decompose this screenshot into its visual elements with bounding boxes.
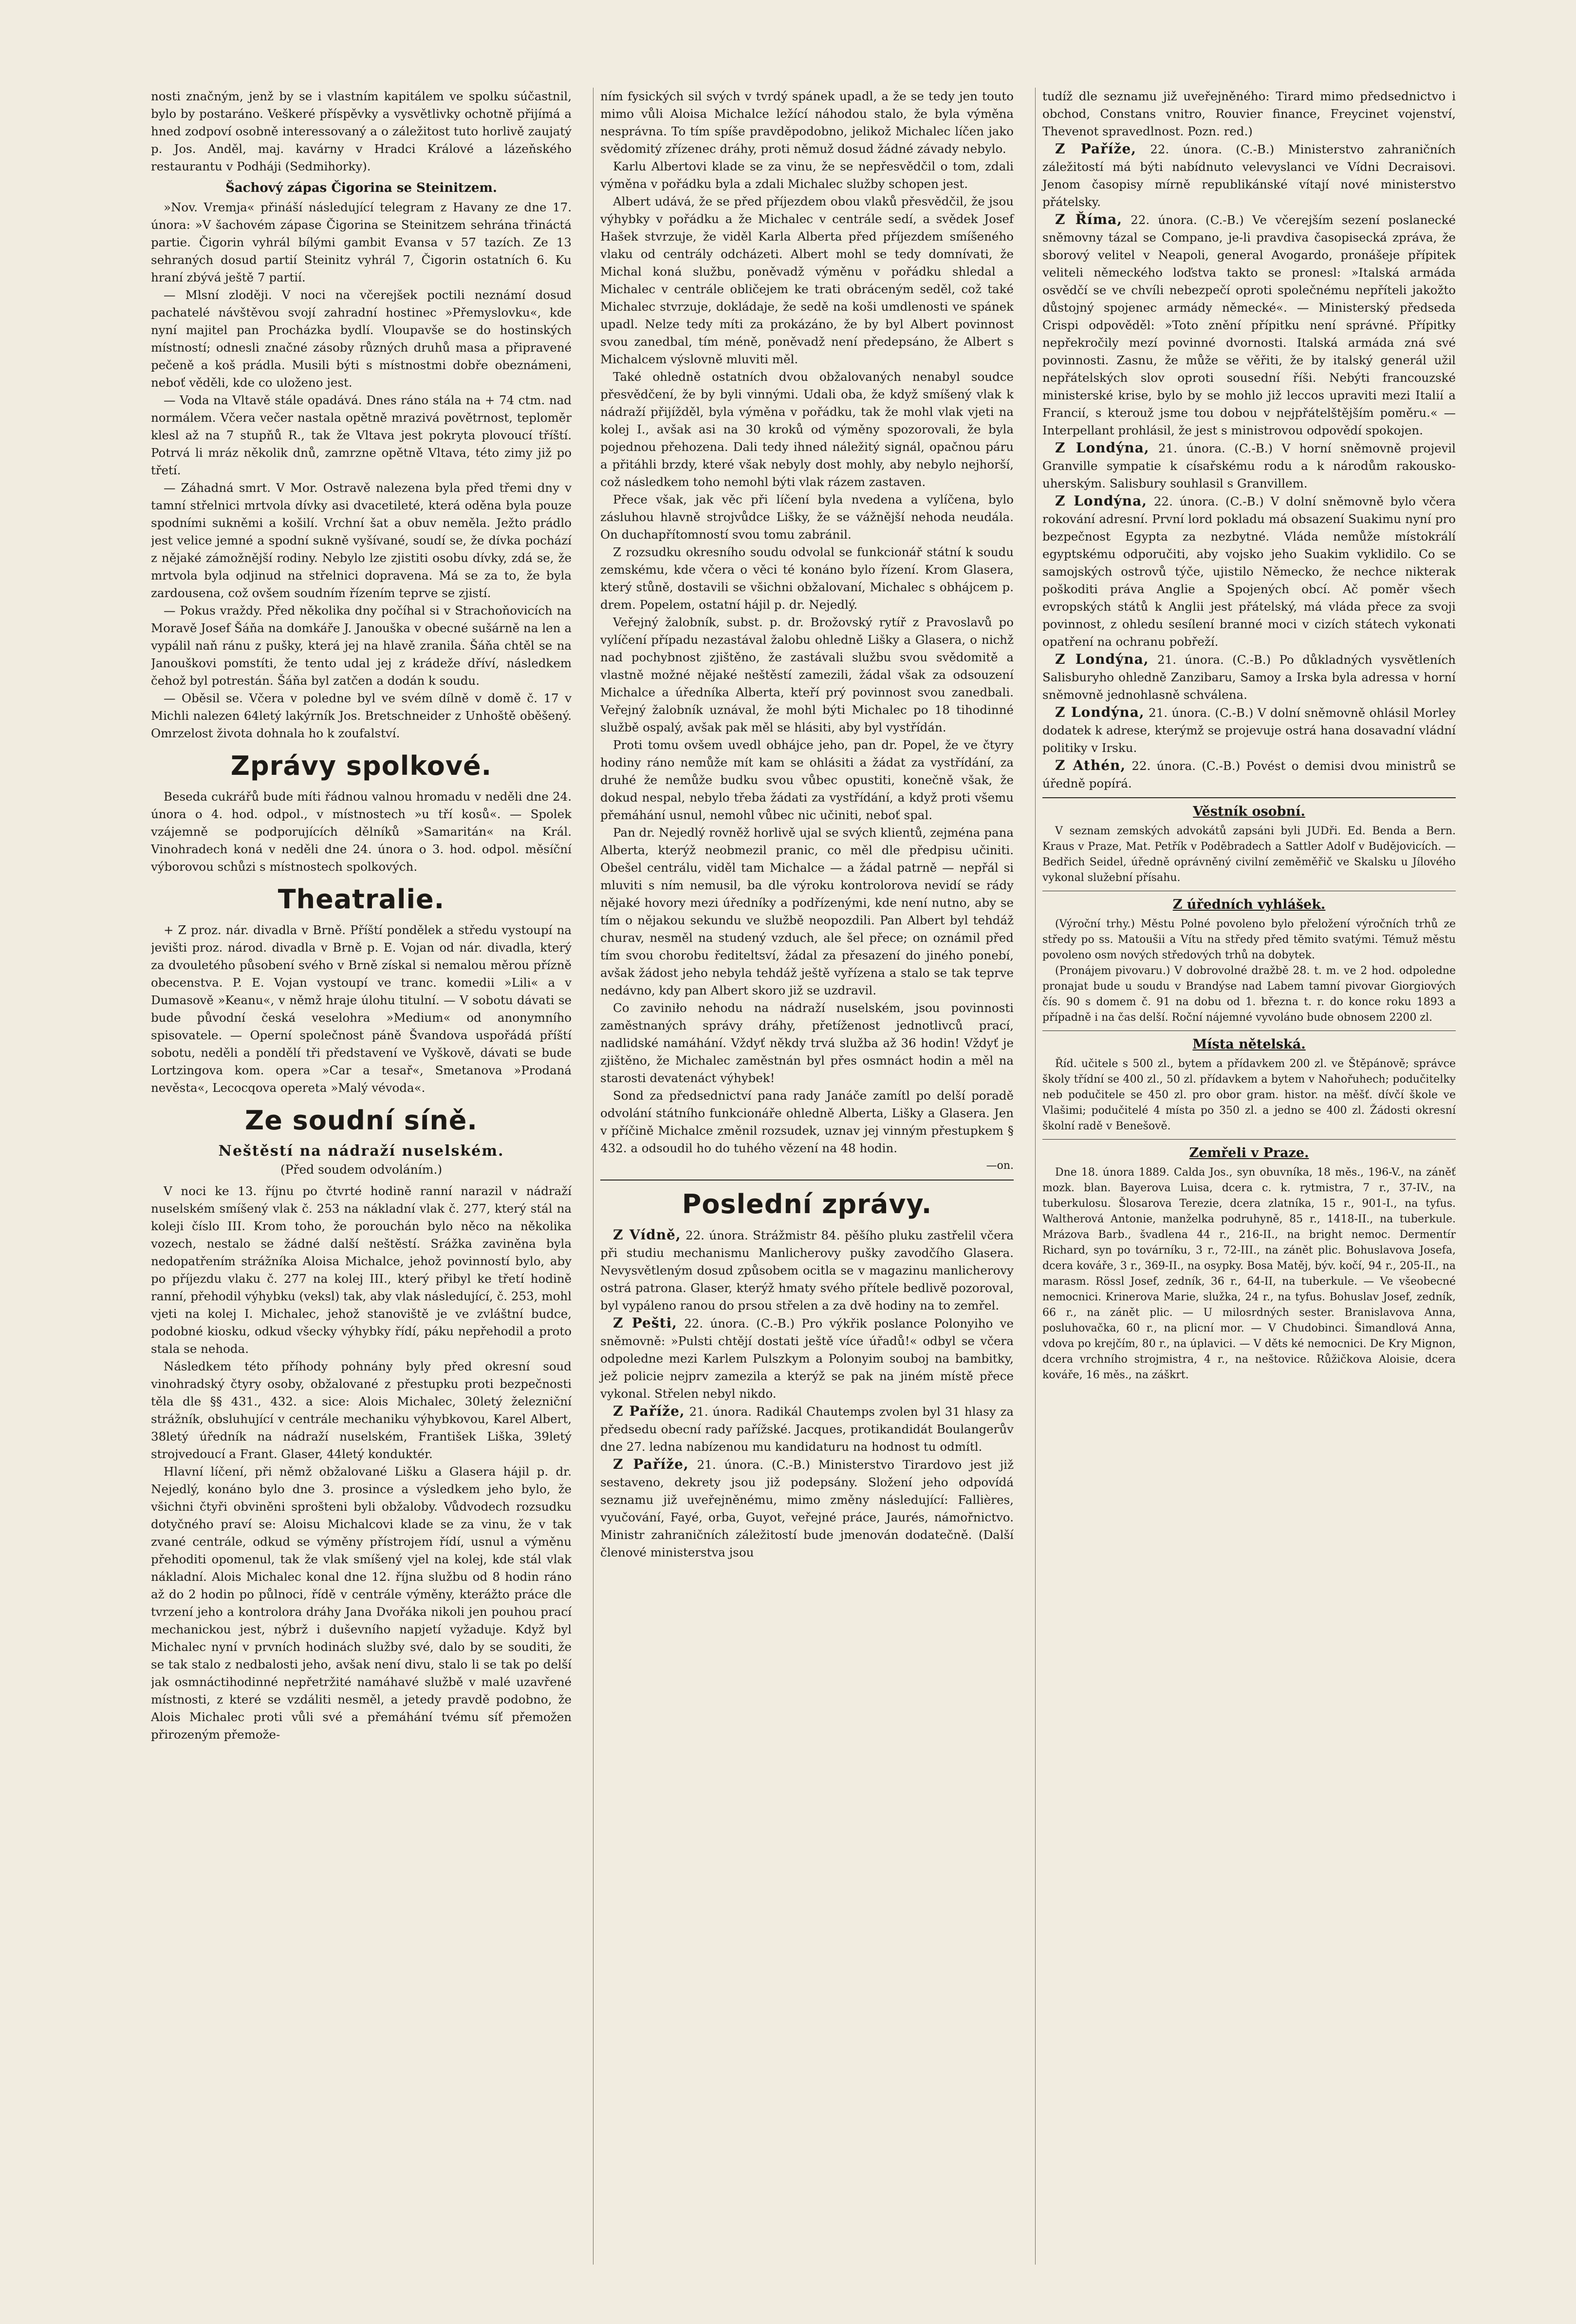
case-subtitle: (Před soudem odvoláním.) [280,1162,443,1177]
telegram-text: 22. února. (C.-B.) Pro výkřik poslance Polonyiho ve sněmovně: »Pulsti chtějí dostati ještě více úřadů!« odbyl se včera odpoledne mezi Karlem Pulszkym a Polonyim souboj na bambitky, jež policie nejprv zamezila a kterýž se pak na jiném místě přece vykonal. Střelen nebyl nikdo. [600,1316,1014,1401]
vestnik-text: V seznam zemských advokátů zapsáni byli JUDři. Ed. Benda a Bern. Kraus v Praze, Mat. Petřík v Poděbradech a Sattler Adolf v Budějovicích. — Bedřich Seidel, úředně oprávněný civilní zeměměřič ve Skalsku u Jílového vykonal služební přísahu. [1042,825,1456,884]
divider [1042,797,1456,798]
telegram-city: Z Pešti, [613,1315,677,1331]
section-title-news: Poslední zprávy. [682,1189,932,1219]
hanged-article: — Oběsil se. Včera v poledne byl ve svém dílně v domě č. 17 v Michli nalezen 64letý lakýrník Jos. Bretschneider z Unhoště oběšený. Omrzelost života dohnala ho k zoufalství. [151,691,572,740]
murder-article: — Pokus vraždy. Před několika dny počíhal si v Strachoňovicích na Moravě Josef Šáňa na domkáře J. Janouška v obecné sušárně na len a vypálil naň ránu z pušky, která jej na hlavě zranila. Šáňa chtěl se na Janouškovi pomstíti, že tento udal jej z krádeže dříví, následkem čehož byl potrestán. Šáňa byl zatčen a dodán k soudu. [151,603,572,688]
divider [600,1180,1014,1181]
telegram-text: 22. února. (C.-B.) Povést o demisi dvou ministrů se úředně popírá. [1042,759,1456,790]
zemreli-text: Dne 18. února 1889. Calda Jos., syn obuvníka, 18 měs., 196-V., na záněť mozk. blan. Bayerova Luisa, dcera c. k. rytmistra, 7 r., 37-IV., na tuberkulosu. Šlosarova Terezie, dcera zlatníka, 15 r., 901-I., na tyfus. Waltherová Antonie, manželka podruhyně, 85 r., 1418-II., na tuberkule. Mrázova Barb., švadlena 44 r., 216-II., na bright nemoc. Dermentír Richard, syn po továrníku, 3 r., 72-III., na zánět plic. Bohuslavova Josefa, dcera kováře, 3 r., 369-II., na osypky. Bosa Matěj, býv. kočí, 94 r., 205-II., na marasm. Rössl Josef, zedník, 36 r., 64-II, na tuberkule. — Ve všeobecné nemocnici. Krinerova Marie, služka, 24 r., na tyfus. Bohuslav Josef, zedník, 66 r., na zánět plic. — U milosrdných sester. Branislavova Anna, posluhovačka, 60 r., na plicní mor. — V Chudobinci. Šimandlová Anna, vdova po krejčím, 80 r., na úplavici. — V děts ké nemocnici. De Kry Mignon, dcera vrchního strojmistra, 4 r., na neštovice. Růžičkova Aloisie, dcera kováře, 16 měs., na záškrt. [1042,1166,1456,1381]
case-paragraph: Karlu Albertovi klade se za vinu, že se nepřesvědčil o tom, zdali výměna v pořádku byla a zdali Michalec služby schopen jest. [600,159,1014,191]
telegram-city: Z Paříže, [613,1456,689,1472]
telegram-city: Z Říma, [1055,211,1123,227]
telegram-text: 22. února. (C.-B.) Ve včerejším sezení poslanecké sněmovny tázal se Compano, je-li pravdiva časopisecká zpráva, že sborový velitel v Neapoli, general Avogardo, pronášeje přípitek veliteli německého loďstva takto se pronesl: »Italská armáda osvědčí se ve chvíli nebezpečí oproti společnému nepříteli jakožto důstojný spojenec armády německé«. — Ministerský předseda Crispi odpověděl: »Toto znění přípitku není správné. Přípitky nepřekročily mezí povinné dvornosti. Italská armáda zná své povinnosti. Zasnu, že může se věřiti, že by italský generál užil nepřátelských slov oproti sousední říši. Nebýti francouzské ministerské krise, bylo by se mohlo již leccos upraviti mezi Italií a Francií, s kterouž jsme tou dobou v nejpřátelštějším poměru.« — Interpellant prohlásil, že jest s ministrovou odpovědí spokojen. [1042,213,1456,437]
column-3 [1035,88,1463,2265]
telegram-text: 22. února. (C.-B.) Ministerstvo zahraničních záležitostí má býti nabídnuto velevyslanci ve Vídni Decraisovi. Jenom časopisy mírně republikánské vítají nové ministerstvo přátelsky. [1042,142,1456,209]
telegram-city: Z Vídně, [613,1227,681,1243]
case-paragraph: ním fysických sil svých v tvrdý spánek upadl, a že se tedy jen touto mimo vůli Aloisa Michalce ležící náhodou stalo, že byla výměna nesprávna. To tím spíše pravděpodobno, jelikož Michalec líčen jako svědomitý zřízenec dráhy, proti němuž dosud žádné závady nebylo. [600,89,1014,156]
section-title-court: Ze soudní síně. [245,1105,478,1136]
case-paragraph: Co zaviniło nehodu na nádraží nuselském, jsou povinnosti zaměstnaných správy dráhy, přetíženost jednotlivců prací, nadlidské namáhání. Vždyť někdy trvá služba až 36 hodin! Vždyť je zjištěno, že Michalec zaměstnán byl přes osmnáct hodin a měl na starosti devatenáct výhybek! [600,1001,1014,1085]
telegram-text: 21. února. (C.-B.) Ministerstvo Tirardovo jest již sestaveno, dekrety jsou již podepsány. Složení jeho odpovídá seznamu již uveřejněnému, mimo změny následující: Fallières, vyučování, Fayé, orba, Guyot, veřejné práce, Jaurés, námořnictvo. Ministr zahraničních záležitostí bude jmenován dodatečně. (Další členové ministerstva jsou [600,1458,1014,1559]
theatre-article: + Z proz. nár. divadla v Brně. Příští pondělek a středu vystoupí na jevišti proz. národ. divadla v Brně p. E. Vojan od nár. divadla, který za dvouletého působení svého v Brně získal si nemalou měrou přízně obecenstva. P. E. Vojan vystoupí ve tranc. komedii »Lili« a v Dumasově »Keanu«, v němž hraje úlohu titulní. — V sobotu dávati se bude původní česká veselohra »Medium« od anonymního spisovatele. — Operní společnost páně Švandova uspořádá příští sobotu, neděli a pondělí tři představení ve Vyškově, dávati se bude Lortzingova kom. opera »Car a tesař«, Smetanova »Prodaná nevěsta«, Lecocqova opereta »Malý vévoda«. [151,923,572,1095]
zemreli-heading: Zemřeli v Praze. [1189,1145,1309,1161]
case-paragraph: Následkem této příhody pohnány byly před okresní soud vinohradský čtyry osoby, obžalované z přestupku proti bezpečnosti těla dle §§ 431., 432. a sice: Alois Michalec, 30letý železniční strážník, obsluhující v centrále mechaniku výhybkovou, Karel Albert, 38letý úředník na nádraží nuselském, František Liška, 39letý strojvedoucí a Frant. Glaser, 44letý konduktér. [151,1359,572,1461]
telegram-city: Z Londýna, [1055,704,1145,720]
case-paragraph: Pan dr. Nejedlý rovněž horlivě ujal se svých klientů, zejména pana Alberta, kterýž neobmezil pranic, co měl dle předpisu učiniti. Obešel centrálu, viděl tam Michalce — a žádal patrně — nepřál si mluviti s ním nemusil, ba dle výroku kontrolorova nevidí se rády nějaké hovory mezi úředníky a podřízenými, kde není nutno, aby se tím o nějakou sekundu ve službě neopozdili. Pan Albert byl tehdáž churav, nesměl na studený vzduch, ale šel přece; on oznámil před tím svou chorobu řediteltsví, žádal za přesazení do jiného ponebí, avšak žádost jeho nebyla tehdáž ještě vyřízena a stalo se tak teprve nedávno, kdy pan Albert skoro již se uzdravil. [600,825,1014,997]
telegram-city: Z Athén, [1055,757,1126,773]
telegram-city: Z Londýna, [1055,440,1150,456]
telegram-text: 22. února. (C.-B.) V dolní sněmovně bylo včera rokování adresní. První lord pokladu má obsazení Suakimu nyní pro bezpečnost Egypta za nezbytné. Vláda nemůže místokrálí egyptskému odporučiti, aby vojsko jeho Suakim vyklidilo. Co se samojských ostrovů týče, ujistilo Německo, že nechce nikterak poškoditi práva Anglie a Spojených obcí. Ač poměr všech evropských států k Anglii jest přátelský, má vláda přece za svoji povinnost, z ohledu sesílení branné moci v cizích státech vykonati opatření na ochranu pobřeží. [1042,494,1456,649]
case-title: Neštěstí na nádraží nuselském. [218,1143,504,1160]
divider [1042,1139,1456,1140]
case-paragraph: Také ohledně ostatních dvou obžalovaných nenabyl soudce přesvědčení, že by byli vinnými. Udali oba, že když smíšený vlak k nádraží přijížděl, byla výměna v pořádku, tak že mohl vlak vjeti na kolej I., avšak asi na 30 kroků od výměny spozorovali, že byla pojednou přehozena. Dali tedy ihned náležitý signál, opačnou páru a přitáhli brzdy, které však nebyly dost mohly, aby nebylo nejhorší, což následkem toho nemohl býti vlak rázem zastaven. [600,370,1014,489]
columns [151,88,1503,2265]
thieves-article: — Mlsní zloději. V noci na včerejšek poctili neznámí dosud pachatelé návštěvou svojí zahradní hostinec »Přemyslovku«, kde nyní majitel pan Procházka bydlí. Vloupavše se do hostinských místností; odnesli značné zásoby různých druhů masa a připravené pečeně a koš prádla. Musili býti s místnostmi dobře obeznámeni, neboť věděli, kde co uloženo jest. [151,288,572,390]
spolkove-article: Beseda cukrářů bude míti řádnou valnou hromadu v neděli dne 24. února o 4. hod. odpol., v místnostech »u tří kosů«. — Spolek vzájemně se podporujících dělníků »Samaritán« na Král. Vinohradech koná v neděli dne 24. února o 3. hod. odpol. měsíční výborovou schůzi s místnostech spolkových. [151,789,572,874]
mista-heading: Místa nětelská. [1192,1037,1306,1052]
case-paragraph: Hlavní líčení, při němž obžalované Lišku a Glasera hájil p. dr. Nejedlý, konáno bylo dne 3. prosince a výsledkem jeho bylo, že všichni čtyři obviněni sprošteni byli obžaloby. Vůdvodech rozsudku dotyčného praví se: Aloisu Michalcovi klade se za vinu, že v tak zvané centrále, odkud se výměny přístrojem řídí, usnul a výměnu přehoditi opomenul, tak že vlak smíšený vjel na kolej, kde stál vlak nákladní. Alois Michalec konal dne 12. října službu od 8 hodin ráno až do 2 hodin po půlnoci, řídě v centrále výměny, kterážto práce dle tvrzení jeho a kontrolora dráhy Jana Dvořáka nikoli jen pouhou prací mechanickou jest, nýbrž i duševního napjetí vyžaduje. Když byl Michalec nyní v prvních hodinách služby své, dalo by se souditi, že se tak stalo z nedbalosti jeho, avšak není divu, stalo li se tak po delší jak osmnáctihodinné nepřetržité namáhavé službě v malé uzavřené místnosti, z které se vzdáliti nesměl, a jetedy pravdě podobno, že Alois Michalec proti vůli své a přemáhání tvému síť přemožen přirozeným přemože- [151,1464,572,1742]
case-paragraph: Proti tomu ovšem uvedl obhájce jeho, pan dr. Popel, že ve čtyry hodiny ráno nemůže mít kam se ohlásiti a žádat za vystřídání, za druhé že nemůže budku svou vůbec opustiti, konečně však, že dokud nespal, nebylo třeba žádati za vystřídání, a když proti všemu přemáhání usnul, nemohl vůbec nic učiniti, neboť spal. [600,738,1014,822]
telegram-text: 22. února. Strážmistr 84. pěšího pluku zastřelil včera při studiu mechanismu Manlicherovy pušky zavodčího Glasera. Nevysvětleným dosud způsobem ocitla se v magazinu manlicherovy ostrá patrona. Glaser, kterýž hmaty svého přítele bedlivě pozoroval, byl vypáleno ranou do prsou střelen a za dvě hodiny na to zemřel. [600,1228,1014,1312]
telegram-city: Z Paříže, [613,1403,685,1419]
telegram-city: Z Londýna, [1055,651,1149,667]
telegram-text: 21. února. Radikál Chautemps zvolen byl 31 hlasy za předsedu obecní rady pařížské. Jacques, protikandidát Boulangerův dne 27. ledna nabízenou mu kandidaturu na hodnost tu odmítl. [600,1405,1014,1454]
chess-article: »Nov. Vremja« přináší následující telegram z Havany ze dne 17. února: »V šachovém zápase Čigorina se Steinitzem sehrána třináctá partie. Čigorin vyhrál bílými gambit Evansa v 57 tazích. Ze 13 sehraných dosud partií Steinitz vyhrál 7, Čigorin ostatních 6. Ku hraní zbývá ještě 7 partií. [151,200,572,284]
telegram-text: 21. února. (C.-B.) V horní sněmovně projevil Granville sympatie k císařskému rodu a k národům rakousko-uherským. Salisbury souhlasil s Granvillem. [1042,441,1456,490]
telegram-city: Z Paříže, [1055,141,1136,157]
column-1 [151,88,578,2265]
vyhlasky-text: (Výroční trhy.) Městu Polné povoleno bylo přeložení výročních trhů ze středy po ss. Matoušii a Vítu na středy před těmito svatými. Témuž městu povoleno osm nových středových trhů na dobytek. [1042,918,1456,961]
section-title-spolkove: Zprávy spolkové. [230,750,492,781]
vltava-article: — Voda na Vltavě stále opadává. Dnes ráno stála na + 74 ctm. nad normálem. Včera večer nastala opětně mrazivá povětrnost, teploměr klesl až na 7 stupňů R., tak že Vltava jest pokryta plovoucí tříští. Potrvá li mráz několik dnů, zamrzne opětně Vltava, této zimy již po třetí. [151,393,572,477]
telegram-text: 21. února. (C.-B.) V dolní sněmovně ohlásil Morley dodatek k adrese, kterýmž se projevuje ostrá hana dosavadní vládní politiky v Irsku. [1042,706,1456,755]
case-paragraph: Albert udává, že se před příjezdem obou vlaků přesvědčil, že jsou výhybky v pořádku a že Michalec v centrále sedí, a svědek Josef Hašek stvrzuje, že viděl Karla Alberta před příjezdem smíšeného vlaku od centrály odcházeti. Albert mohl se tedy domnívati, že Michal koná službu, poněvadž výměnu v pořádku shledal a Michalec v centrále obličejem ke trati obráceným seděl, což také Michalec stvrzuje, dokládaje, že sedě na koši umdlenosti ve spánek upadl. Nelze tedy míti za prokázáno, že by byl Albert povinnost svou zanedbal, tím méně, poněvadž není předepsáno, že Albert s Michalcem výslovně mluviti měl. [600,194,1014,366]
case-paragraph: V noci ke 13. říjnu po čtvrté hodině ranní narazil v nádraží nuselském smíšený vlak č. 253 na nákladní vlak č. 277, který stál na koleji číslo III. Krom toho, že porouchán bylo něco na několika vozech, nestalo se žádné další neštěstí. Srážka zaviněna byla nedopatřením strážníka Aloisa Michalce, jehož povinností bylo, aby po příjezdu vlaku č. 277 na kolej III., který přibyl ke třetí hodině ranní, přehodil výhybku (veksl) tak, aby vlak následující, č. 253, mohl vjeti na kolej I. Michalec, jehož stanoviště je ve zvláštní budce, podobné kiosku, odkud všecky výhybky řídí, páku nepřehodil a proto stala se nehoda. [151,1184,572,1356]
death-article: — Záhadná smrt. V Mor. Ostravě nalezena byla před třemi dny v tamní střelnici mrtvola dívky asi dvacetileté, která oděna byla pouze spodními sukněmi a košilí. Vrchní šat a obuv neměla. Ježto prádlo jest velice jemné a spodní sukně vyšívané, soudí se, že dívka pochází z nějaké zámožnější rodiny. Nebylo lze zjistiti osobu dívky, zdá se, že mrtvola byla odjinud na střelnici dopravena. Má se za to, že byla zardousena, což ovšem soudním řízením teprve se zjistí. [151,481,572,600]
section-title-theatre: Theatralie. [278,884,445,915]
column-2 [593,88,1020,2265]
telegram-continuation: tudíž dle seznamu již uveřejněného: Tirard mimo předsednictvo i obchod, Constans vnitro, Rouvier finance, Freycinet vojenství, Thevenot spravedlnost. Pozn. red.) [1042,89,1456,138]
chess-heading: Šachový zápas Čigorina se Steinitzem. [225,181,497,195]
article-continuation: nosti značným, jenž by se i vlastním kapitálem ve spolku súčastnil, bylo by postaráno. Veškeré příspěvky a vysvětlivky ochotně přijímá a hned zodpoví osobně interessovaný a o záležitost tuto horlivě zaujatý p. Jos. Anděl, maj. kavárny v Hradci Králové a lázeňského restaurantu v Podháji (Sedmihorky). [151,89,572,173]
case-paragraph: Sond za předsednictví pana rady Janáče zamítl po delší poradě odvolání státního funkcionáře ohledně Alberta, Lišky a Glasera. Jen v příčině Michalce změnil rozsudek, uznav jej vinným přestupkem § 432. a odsoudil ho do tuhého vězení na 48 hodin. [600,1088,1014,1155]
case-paragraph: Z rozsudku okresního soudu odvolal se funkcionář státní k soudu zemskému, kde včera o věci té konáno bylo řízení. Krom Glasera, který stůně, dostavili se všichni obžalovaní, Michalec s obhájcem p. drem. Popelem, ostatní hájil p. dr. Nejedlý. [600,545,1014,612]
case-signature: —on. [986,1160,1014,1172]
mista-text: Říd. učitele s 500 zl., bytem a přídavkem 200 zl. ve Štěpánově; správce školy třídní se 400 zl., 50 zl. přídavkem a bytem v Nahořuhech; podučitelky neb podučitele se 450 zl. pro obor gram. histor. na měšť. dívčí škole ve Vlašimi; podučitelé 4 místa po 350 zl. a jedno se 400 zl. Žádosti okresní školní radě v Benešově. [1042,1058,1456,1132]
telegram-city: Z Londýna, [1055,493,1148,509]
vyhlasky-heading: Z úředních vyhlášek. [1172,897,1326,912]
case-paragraph: Přece však, jak věc při líčení byla nvedena a vylíčena, bylo zásluhou hlavně strojvůdce Lišky, že se vážnější nehoda neudála. On duchapřítomností svou tomu zabránil. [600,492,1014,542]
vyhlasky-text: (Pronájem pivovaru.) V dobrovolné dražbě 28. t. m. ve 2 hod. odpoledne pronajat bude u soudu v Brandýse nad Labem tamní pivovar Giorgiových čís. 90 s domem č. 91 na dobu od 1. března t. r. do konce roku 1893 a případně i na čas delší. Roční nájemné vyvoláno bude obnosem 2200 zl. [1042,965,1456,1024]
vestnik-heading: Věstník osobní. [1193,804,1305,819]
telegram-text: 21. února. (C.-B.) Po důkladných vysvětleních Salisburyho ohledně Zanzibaru, Samoy a Irska byla adressa v horní sněmovně jednohlasně schválena. [1042,653,1456,702]
case-paragraph: Veřejný žalobník, subst. p. dr. Brožovský rytíř z Pravoslavů po vylíčení případu nezastával žalobu ohledně Lišky a Glasera, o nichž nad pochybnost zjištěno, že zastávali službu svou svědomitě a vlastně možné nějaké neštěstí zamezili, žádal však za odsouzení Michalce a úředníka Alberta, kteří prý povinnost svou zanedbali. Veřejný žalobník uznával, že mohl býti Michalec po 18 tihodinné službě ospalý, avšak pak měl se hlásiti, aby byl vystřídán. [600,615,1014,734]
